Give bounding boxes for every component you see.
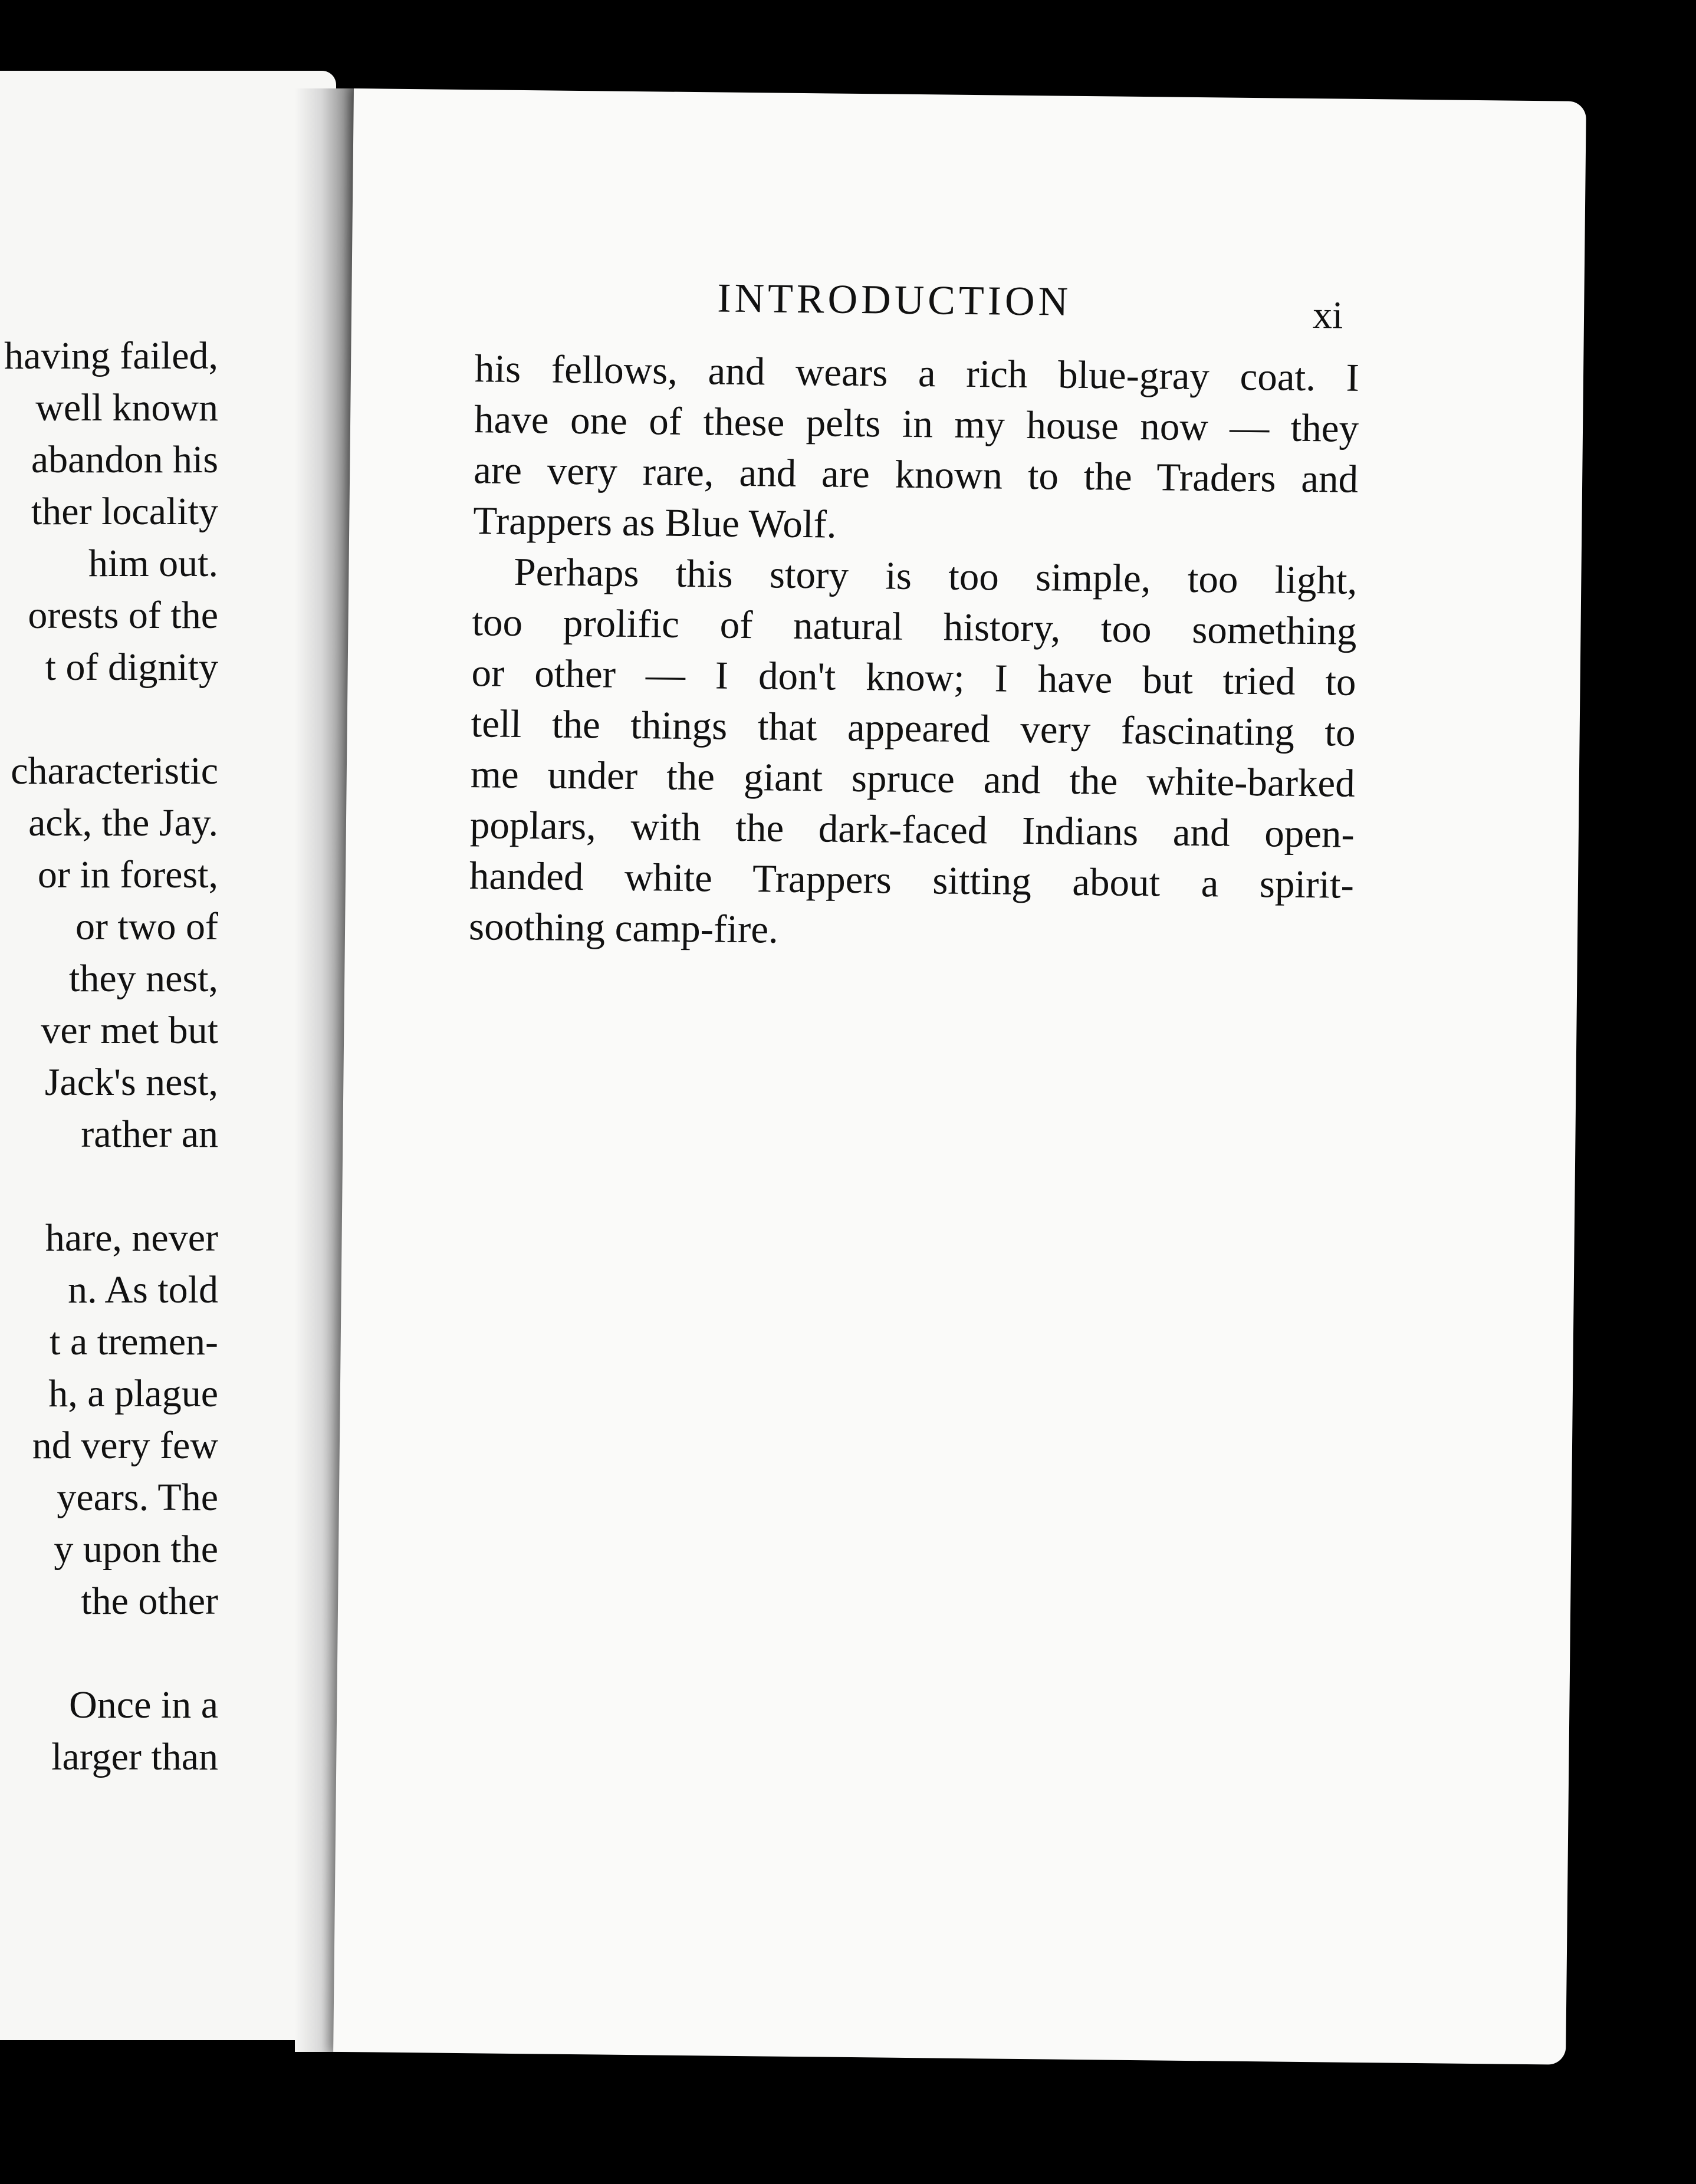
- text-line: me under the giant spruce and the white-barked: [470, 752, 1356, 805]
- left-line-gap: [0, 1627, 218, 1679]
- text-line: have one of these pelts in my house now — they: [474, 397, 1359, 450]
- body-text: [469, 343, 1360, 961]
- left-line-gap: [0, 1160, 218, 1212]
- left-line: orests of the: [28, 594, 218, 637]
- left-line: him out.: [88, 542, 218, 585]
- left-line: having failed,: [4, 334, 218, 377]
- left-line: t a tremen-: [50, 1320, 218, 1363]
- left-line: ack, the Jay.: [28, 801, 218, 844]
- text-line: are very rare, and are known to the Traders and: [473, 448, 1359, 501]
- left-line: characteristic: [11, 749, 218, 792]
- left-line: they nest,: [69, 957, 218, 1000]
- running-head: INTRODUCTION: [716, 275, 1072, 325]
- left-line: or two of: [75, 905, 218, 948]
- left-line: abandon his: [31, 438, 218, 481]
- left-line: larger than: [51, 1735, 218, 1778]
- text-line: or other — I don't know; I have but tried to: [471, 651, 1356, 704]
- left-page-text: [0, 330, 218, 1783]
- left-line: h, a plague: [48, 1372, 218, 1415]
- left-line: well known: [35, 386, 218, 429]
- text-line: handed white Trappers sitting about a spirit-: [469, 854, 1355, 907]
- page-number: xi: [1312, 294, 1343, 337]
- text-line: Trappers as Blue Wolf.: [472, 499, 837, 547]
- left-line: ther locality: [31, 490, 218, 533]
- left-line: ver met but: [41, 1009, 218, 1052]
- left-line: rather an: [81, 1113, 218, 1156]
- left-line: t of dignity: [45, 646, 218, 689]
- left-line: or in forest,: [37, 853, 218, 896]
- left-page: [0, 71, 336, 2040]
- text-line: poplars, with the dark-faced Indians and open-: [469, 803, 1355, 856]
- left-line: Jack's nest,: [44, 1061, 218, 1104]
- text-line: tell the things that appeared very fascinating to: [471, 702, 1356, 755]
- left-line: years. The: [57, 1476, 218, 1519]
- left-line: y upon the: [54, 1528, 218, 1571]
- text-line: Perhaps this story is too simple, too light,: [514, 550, 1358, 603]
- left-line: n. As told: [68, 1268, 218, 1311]
- left-line-gap: [0, 693, 218, 745]
- text-line: his fellows, and wears a rich blue-gray coat. I: [474, 347, 1360, 400]
- left-line: Once in a: [69, 1683, 218, 1726]
- left-line: the other: [81, 1580, 218, 1623]
- text-line: soothing camp-fire.: [468, 904, 779, 952]
- left-line: hare, never: [45, 1216, 218, 1259]
- text-line: too prolific of natural history, too something: [472, 600, 1357, 653]
- left-line: nd very few: [32, 1424, 218, 1467]
- right-page: [333, 88, 1586, 2065]
